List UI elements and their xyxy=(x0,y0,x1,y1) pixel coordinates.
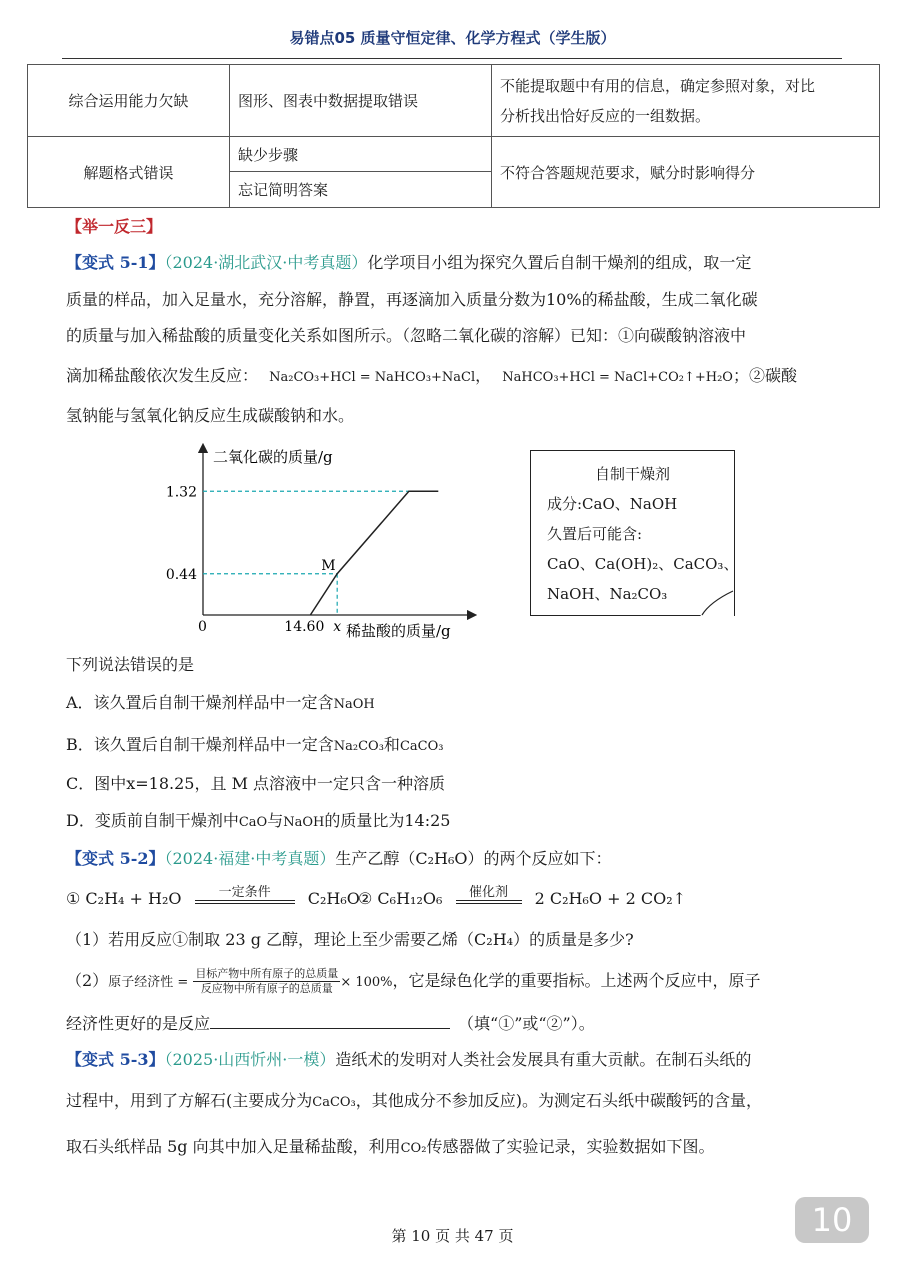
eq-right: C₂H₆O xyxy=(307,889,360,908)
co2-series-line xyxy=(310,491,438,615)
page-number-badge: 10 xyxy=(795,1197,869,1243)
eq-arrow xyxy=(456,885,522,904)
x-tick-label: 14.60 xyxy=(284,619,325,635)
q2-text: （2） xyxy=(66,971,109,990)
q3-text: 传感器做了实验记录，实验数据如下图。 xyxy=(426,1137,715,1156)
option-text: 的质量比为14:25 xyxy=(324,811,451,830)
cell-error: 图形、图表中数据提取错误 xyxy=(230,65,492,137)
q1-line-4: 滴加稀盐酸依次发生反应： Na₂CO₃+HCl = NaHCO₃+NaCl， NaHCO₃+HCl = NaCl+CO₂↑+H₂O；②碳酸 xyxy=(66,366,797,385)
option-a xyxy=(66,692,375,716)
q3-text: ，其他成分不参加反应)。为测定石头纸中碳酸钙的含量， xyxy=(355,1091,763,1110)
q1-line-5: 氢钠能与氢氧化钠反应生成碳酸钠和水。 xyxy=(66,406,355,425)
option-b xyxy=(66,734,443,758)
option-text: B．该久置后自制干燥剂样品中一定含 xyxy=(66,735,334,754)
formula: NaOH xyxy=(283,815,325,830)
formula: CO₂ xyxy=(400,1141,427,1156)
q2-part-2-line-2 xyxy=(66,1012,595,1035)
q3-text: 过程中，用到了方解石(主要成分为 xyxy=(66,1091,313,1110)
eq-condition: 催化剂 xyxy=(468,885,508,900)
q2-part-1: （1）若用反应①制取 23 g 乙醇，理论上至少需要乙烯（C₂H₄）的质量是多少? xyxy=(66,930,634,949)
note-line-1: 成分:CaO、NaOH xyxy=(547,495,678,513)
cell-description: 不符合答题规范要求，赋分时影响得分 xyxy=(492,137,880,208)
x-axis-label: 稀盐酸的质量/g xyxy=(346,622,451,640)
x-tick-label: x xyxy=(333,619,342,635)
q2-text: ，它是绿色化学的重要指标。上述两个反应中，原子 xyxy=(392,971,761,990)
q1-text: ；②碳酸 xyxy=(732,366,797,385)
option-text: 和 xyxy=(383,735,400,754)
eq-arrow xyxy=(195,885,295,904)
q1-tag: 【变式 5-1】 xyxy=(66,253,165,272)
origin-label: 0 xyxy=(198,619,207,635)
fraction-numerator: 目标产物中所有原子的总质量 xyxy=(195,967,339,980)
option-text: 与 xyxy=(267,811,284,830)
option-text: D．变质前自制干燥剂中 xyxy=(66,811,239,830)
reaction-2: NaHCO₃+HCl = NaCl+CO₂↑+H₂O xyxy=(502,370,733,385)
option-c: C．图中x=18.25，且 M 点溶液中一定只含一种溶质 xyxy=(66,774,446,793)
q2-part-2 xyxy=(66,967,761,996)
cell-error: 忘记简明答案 xyxy=(230,172,492,208)
eq-condition: 一定条件 xyxy=(218,885,271,900)
eq-right: 2 C₂H₆O + 2 CO₂↑ xyxy=(534,889,687,908)
q3-text: 造纸术的发明对人类社会发展具有重大贡献。在制石头纸的 xyxy=(335,1050,752,1069)
note-title: 自制干燥剂 xyxy=(594,465,670,483)
page-header-title: 易错点05 质量守恒定律、化学方程式（学生版） xyxy=(289,29,616,47)
q2-text: 经济性更好的是反应 xyxy=(66,1014,211,1033)
formula-multiplier: × 100% xyxy=(340,975,393,990)
eq-left: ② C₆H₁₂O₆ xyxy=(358,889,443,908)
q1-line-1 xyxy=(66,252,751,274)
desc-line-1: 不能提取题中有用的信息，确定参照对象，对比 xyxy=(500,76,816,95)
q3-line-3 xyxy=(66,1136,714,1160)
q2-source: （2024·福建·中考真题） xyxy=(164,849,336,868)
formula: CaCO₃ xyxy=(399,739,444,754)
q1-line-2: 质量的样品，加入足量水，充分溶解，静置，再逐滴加入质量分数为10%的稀盐酸，生成二氧化碳 xyxy=(66,290,758,309)
formula: CaCO₃ xyxy=(312,1095,356,1110)
q3-line-1 xyxy=(66,1049,751,1071)
section-title: 【举一反三】 xyxy=(66,217,163,236)
q1-ask: 下列说法错误的是 xyxy=(66,655,195,674)
cell-category: 解题格式错误 xyxy=(28,137,230,208)
y-tick-label: 1.32 xyxy=(165,484,197,501)
answer-blank[interactable] xyxy=(210,1012,450,1029)
equation-1 xyxy=(66,885,360,910)
q1-text: 滴加稀盐酸依次发生反应： xyxy=(66,366,259,385)
cell-category: 综合运用能力欠缺 xyxy=(28,65,230,137)
q2-text: （填“①”或“②”）。 xyxy=(458,1014,595,1033)
folded-corner-icon xyxy=(700,590,736,617)
fraction xyxy=(193,967,340,996)
formula: CaO xyxy=(238,815,268,830)
q3-tag: 【变式 5-3】 xyxy=(66,1050,165,1069)
option-d xyxy=(66,810,450,834)
note-line-4: NaOH、Na₂CO₃ xyxy=(547,585,668,603)
reaction-1: Na₂CO₃+HCl = NaHCO₃+NaCl xyxy=(269,370,476,385)
q3-line-2 xyxy=(66,1090,762,1114)
formula: NaOH xyxy=(333,697,375,712)
co2-chart xyxy=(150,440,480,645)
q2-text: 生产乙醇（C₂H₆O）的两个反应如下： xyxy=(335,849,612,868)
desc-line-2: 分析找出恰好反应的一组数据。 xyxy=(500,106,711,125)
page-footer: 第 10 页 共 47 页 xyxy=(391,1227,514,1245)
y-tick-label: 0.44 xyxy=(165,566,197,583)
option-text: A．该久置后自制干燥剂样品中一定含 xyxy=(66,693,334,712)
fraction-denominator: 反应物中所有原子的总质量 xyxy=(200,982,333,995)
q3-text: 取石头纸样品 5g 向其中加入足量稀盐酸，利用 xyxy=(66,1137,401,1156)
q1-text: 化学项目小组为探究久置后自制干燥剂的组成，取一定 xyxy=(367,253,752,272)
y-axis-label: 二氧化碳的质量/g xyxy=(213,448,333,466)
error-table xyxy=(27,64,880,208)
q3-source: （2025·山西忻州·一模） xyxy=(164,1050,336,1069)
note-line-2: 久置后可能含: xyxy=(547,525,643,543)
note-line-3: CaO、Ca(OH)₂、CaCO₃、 xyxy=(547,555,739,573)
point-m-label: M xyxy=(321,557,336,574)
formula: Na₂CO₃ xyxy=(333,739,384,754)
equation-2 xyxy=(358,885,687,910)
q2-line-1 xyxy=(66,848,612,870)
cell-error: 缺少步骤 xyxy=(230,137,492,172)
cell-description xyxy=(492,65,880,137)
q2-tag: 【变式 5-2】 xyxy=(66,849,165,868)
eq-left: ① C₂H₄ + H₂O xyxy=(66,889,182,908)
q1-source: （2024·湖北武汉·中考真题） xyxy=(164,253,368,272)
header-rule xyxy=(62,58,842,59)
formula-label: 原子经济性 = xyxy=(108,975,189,990)
q1-line-3: 的质量与加入稀盐酸的质量变化关系如图所示。（忽略二氧化碳的溶解）已知：①向碳酸钠溶液中 xyxy=(66,326,747,345)
